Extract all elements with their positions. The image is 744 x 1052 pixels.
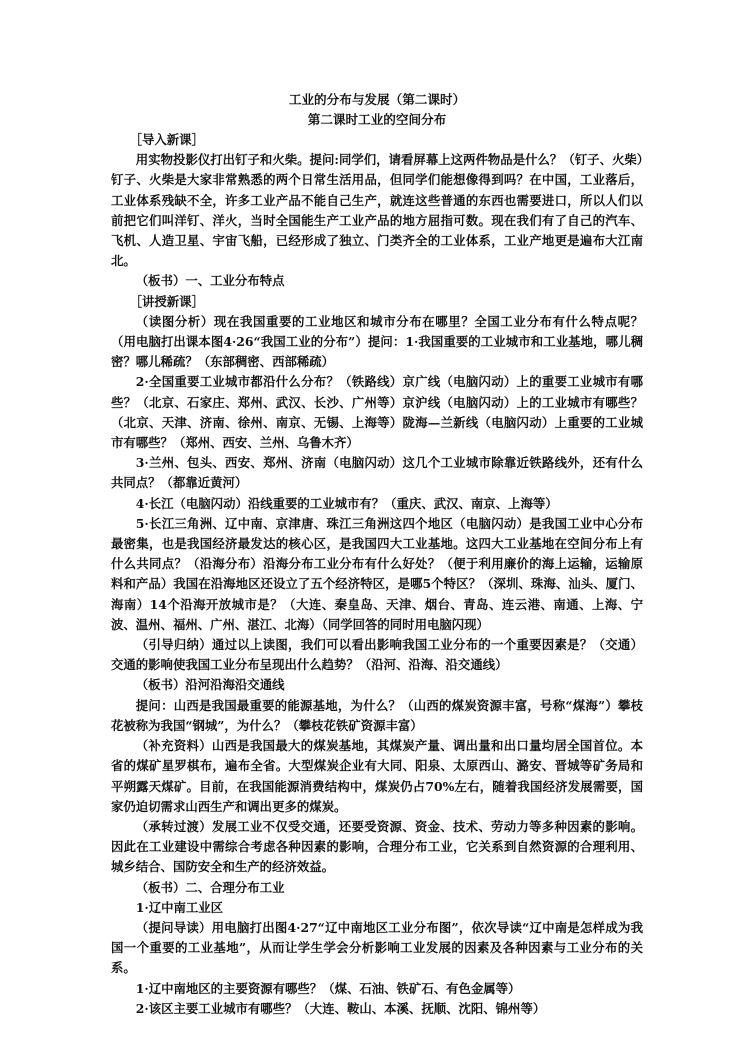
paragraph: 2·全国重要工业城市都沿什么分布？（铁路线）京广线（电脑闪动）上的重要工业城市有哪些？（北京、石家庄、郑州、武汉、长沙、广州等）京沪线（电脑闪动）上的工业城市有哪些？（北京、天津、济南、徐州、南京、无锡、上海等）陇海—兰新线（电脑闪动）上重要的工业城市有哪些？（郑州、西安、兰州、乌鲁木齐） xyxy=(111,374,643,451)
paragraph: 1·辽中南工业区 xyxy=(135,899,224,915)
document-title: 工业的分布与发展（第二课时） xyxy=(288,92,466,107)
paragraph: （板书）一、工业分布特点 xyxy=(135,273,285,289)
paragraph: 3·兰州、包头、西安、郑州、济南（电脑闪动）这几个工业城市除靠近铁路线外，还有什么共同点？（都靠近黄河） xyxy=(111,455,643,491)
paragraph: （板书）沿河沿海沿交通线 xyxy=(135,677,285,693)
paragraph: （承转过渡）发展工业不仅受交通，还要受资源、资金、技术、劳动力等多种因素的影响。因此在工业建设中需综合考虑各种因素的影响，合理分布工业，它关系到自然资源的合理利用、城乡结合、国防安全和生产的经济效益。 xyxy=(111,818,643,875)
paragraph: （补充资料）山西是我国最大的煤炭基地，其煤炭产量、调出量和出口量均居全国首位。本省的煤矿星罗棋布，遍布全省。大型煤炭企业有大同、阳泉、太原西山、潞安、晋城等矿务局和平朔露天煤矿。目前，在我国能源消费结构中，煤炭仍占70%左右，随着我国经济发展需要，国家仍迫切需求山西生产和调出更多的煤炭。 xyxy=(111,738,643,814)
paragraph: （板书）二、合理分布工业 xyxy=(135,879,285,895)
paragraph: （提问导读）用电脑打出图4·27“辽中南地区工业分布图”，依次导读“辽中南是怎样成为我国一个重要的工业基地”，从而让学生学会分析影响工业发展的因素及各种因素与工业分布的关系。 xyxy=(111,919,643,976)
document-body xyxy=(111,90,643,1019)
paragraph: （读图分析）现在我国重要的工业地区和城市分布在哪里？全国工业分布有什么特点呢？（用电脑打出课本图4·26“我国工业的分布”）提问：1·我国重要的工业城市和工业基地，哪儿稠密？哪儿稀疏？（东部稠密、西部稀疏） xyxy=(111,313,643,370)
document-subtitle: 第二课时工业的空间分布 xyxy=(307,112,447,127)
paragraph: 2·该区主要工业城市有哪些？（大连、鞍山、本溪、抚顺、沈阳、锦州等） xyxy=(135,1000,546,1016)
paragraph: （引导归纳）通过以上读图，我们可以看出影响我国工业分布的一个重要因素是？（交通）交通的影响使我国工业分布呈现出什么趋势？（沿河、沿海、沿交通线） xyxy=(111,637,643,673)
paragraph: 1·辽中南地区的主要资源有哪些？（煤、石油、铁矿石、有色金属等） xyxy=(135,980,521,996)
paragraph: 提问：山西是我国最重要的能源基地，为什么？（山西的煤炭资源丰富，号称“煤海”）攀枝花被称为我国“钢城”，为什么？（攀枝花铁矿资源丰富） xyxy=(111,697,643,733)
paragraph: 用实物投影仪打出钉子和火柴。提问:同学们，请看屏幕上这两件物品是什么？（钉子、火柴）钉子、火柴是大家非常熟悉的两个日常生活用品，但同学们能想像得到吗？在中国，工业落后，工业体系残缺不全，许多工业产品不能自己生产，就连这些普通的东西也需要进口，所以人们以前把它们叫洋钉、洋火，当时全国能生产工业产品的地方屈指可数。现在我们有了自己的汽车、飞机、人造卫星、宇宙飞船，已经形成了独立、门类齐全的工业体系，工业产地更是遍布大江南北。 xyxy=(111,152,643,269)
paragraph: ［讲授新课］ xyxy=(129,293,204,309)
paragraph: 4·长江（电脑闪动）沿线重要的工业城市有？（重庆、武汉、南京、上海等） xyxy=(135,495,558,511)
paragraph: 5·长江三角洲、辽中南、京津唐、珠江三角洲这四个地区（电脑闪动）是我国工业中心分布最密集，也是我国经济最发达的核心区，是我国四大工业基地。这四大工业基地在空间分布上有什么共同点？（沿海分布）沿海分布工业分布有什么好处？（便于利用廉价的海上运输，运输原料和产品）我国在沿海地区还设立了五个经济特区，是哪5个特区？（深圳、珠海、汕头、厦门、海南）14个沿海开放城市是？（大连、秦皇岛、天津、烟台、青岛、连云港、南通、上海、宁波、温州、福州、广州、湛江、北海）（同学回答的同时用电脑闪现） xyxy=(111,515,643,632)
paragraph: ［导入新课］ xyxy=(129,132,204,147)
